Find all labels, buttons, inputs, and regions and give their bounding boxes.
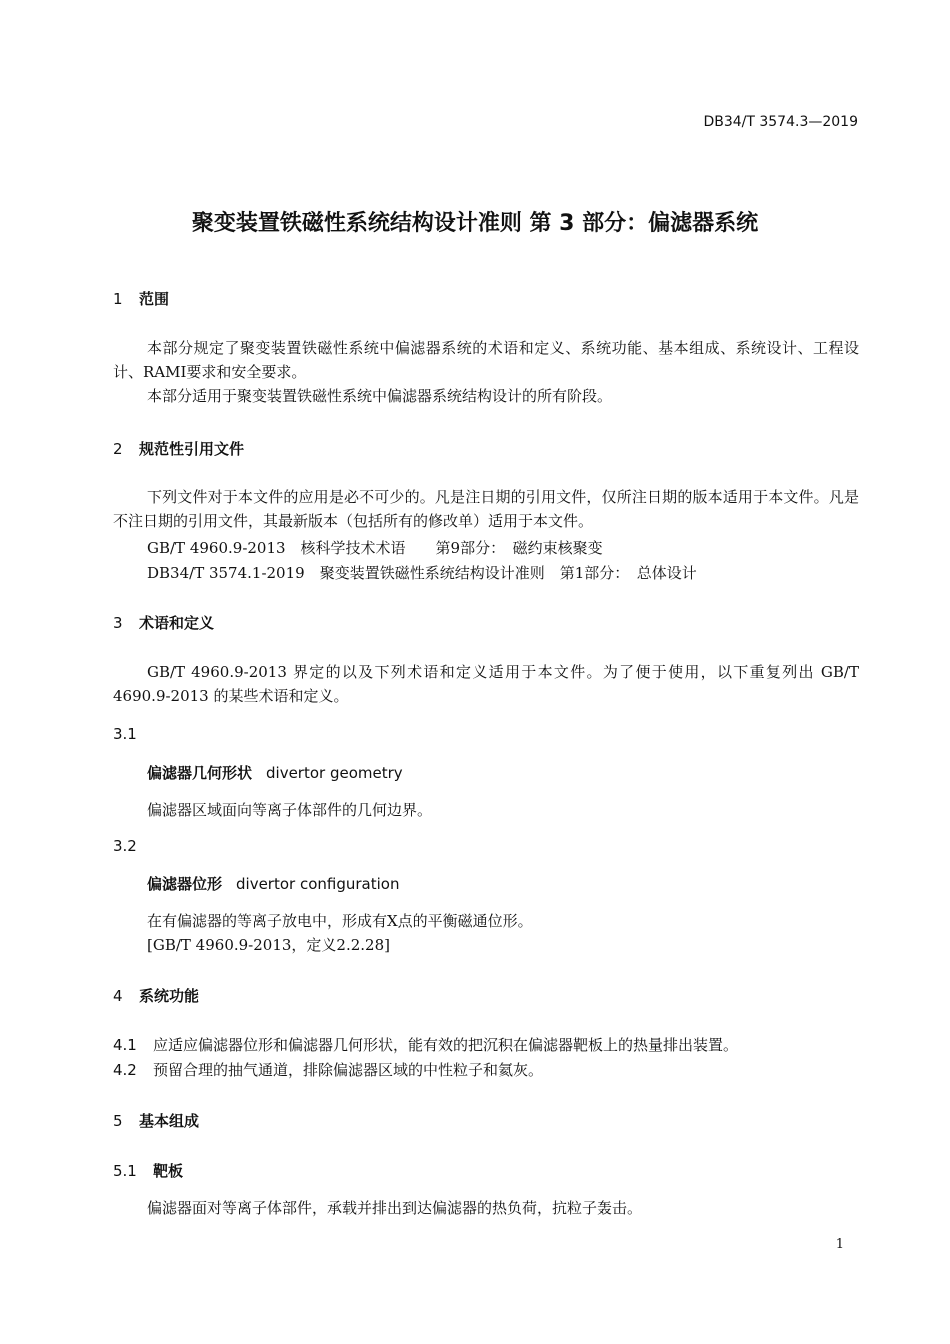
term-number-3-2: 3.2 — [113, 837, 137, 855]
document-number: DB34/T 3574.3—2019 — [703, 114, 858, 130]
section-heading-5 — [113, 1110, 199, 1131]
reference-item-1: GB/T 4960.9-2013 核科学技术术语 第9部分： 磁约束核聚变 — [147, 539, 603, 557]
section-title: 基本组成 — [139, 1112, 200, 1130]
clause-4-1 — [113, 1034, 738, 1055]
section-number: 3 — [113, 614, 123, 632]
section-number: 5 — [113, 1112, 123, 1130]
term-3-2 — [147, 873, 399, 894]
section-title: 系统功能 — [139, 987, 200, 1005]
section-heading-1 — [113, 288, 169, 309]
clause-4-2 — [113, 1059, 543, 1080]
paragraph-references: 下列文件对于本文件的应用是必不可少的。凡是注日期的引用文件，仅所注日期的版本适用于本文件。凡是不注日期的引用文件，其最新版本（包括所有的修改单）适用于本文件。 — [113, 488, 859, 530]
term-number-3-1: 3.1 — [113, 725, 137, 743]
paragraph-scope-2: 本部分适用于聚变装置铁磁性系统中偏滤器系统结构设计的所有阶段。 — [147, 387, 613, 405]
section-heading-4 — [113, 985, 199, 1006]
term-definition-3-1: 偏滤器区域面向等离子体部件的几何边界。 — [147, 801, 433, 819]
section-heading-2 — [113, 438, 244, 459]
clause-number: 5.1 — [113, 1162, 137, 1180]
clause-text: 预留合理的抽气通道，排除偏滤器区域的中性粒子和氦灰。 — [153, 1061, 544, 1079]
document-title: 聚变装置铁磁性系统结构设计准则 第 3 部分：偏滤器系统 — [191, 211, 759, 236]
term-en: divertor configuration — [236, 875, 400, 893]
term-definition-3-2: 在有偏滤器的等离子放电中，形成有X点的平衡磁通位形。 — [147, 912, 533, 930]
clause-title: 靶板 — [153, 1162, 184, 1180]
clause-number: 4.1 — [113, 1036, 137, 1054]
paragraph-terms: GB/T 4960.9-2013 界定的以及下列术语和定义适用于本文件。为了便于使用，以下重复列出 GB/T 4690.9-2013 的某些术语和定义。 — [113, 663, 859, 705]
paragraph-scope-1: 本部分规定了聚变装置铁磁性系统中偏滤器系统的术语和定义、系统功能、基本组成、系统设计、工程设计、RAMI要求和安全要求。 — [113, 339, 859, 381]
clause-number: 4.2 — [113, 1061, 137, 1079]
clause-5-1-text: 偏滤器面对等离子体部件，承载并排出到达偏滤器的热负荷，抗粒子轰击。 — [147, 1199, 643, 1217]
term-source-3-2: [GB/T 4960.9-2013，定义2.2.28] — [147, 936, 390, 954]
section-number: 2 — [113, 440, 123, 458]
section-number: 1 — [113, 290, 123, 308]
page-number: 1 — [835, 1237, 844, 1252]
term-en: divertor geometry — [266, 764, 403, 782]
section-title: 规范性引用文件 — [139, 440, 245, 458]
reference-item-2: DB34/T 3574.1-2019 聚变装置铁磁性系统结构设计准则 第1部分： 总体设计 — [147, 564, 697, 582]
section-title: 范围 — [139, 290, 170, 308]
section-heading-3 — [113, 612, 214, 633]
clause-text: 应适应偏滤器位形和偏滤器几何形状，能有效的把沉积在偏滤器靶板上的热量排出装置。 — [153, 1036, 739, 1054]
term-zh: 偏滤器位形 — [147, 875, 223, 893]
term-zh: 偏滤器几何形状 — [147, 764, 253, 782]
clause-5-1-heading — [113, 1160, 183, 1181]
section-number: 4 — [113, 987, 123, 1005]
section-title: 术语和定义 — [139, 614, 215, 632]
term-3-1 — [147, 762, 403, 783]
